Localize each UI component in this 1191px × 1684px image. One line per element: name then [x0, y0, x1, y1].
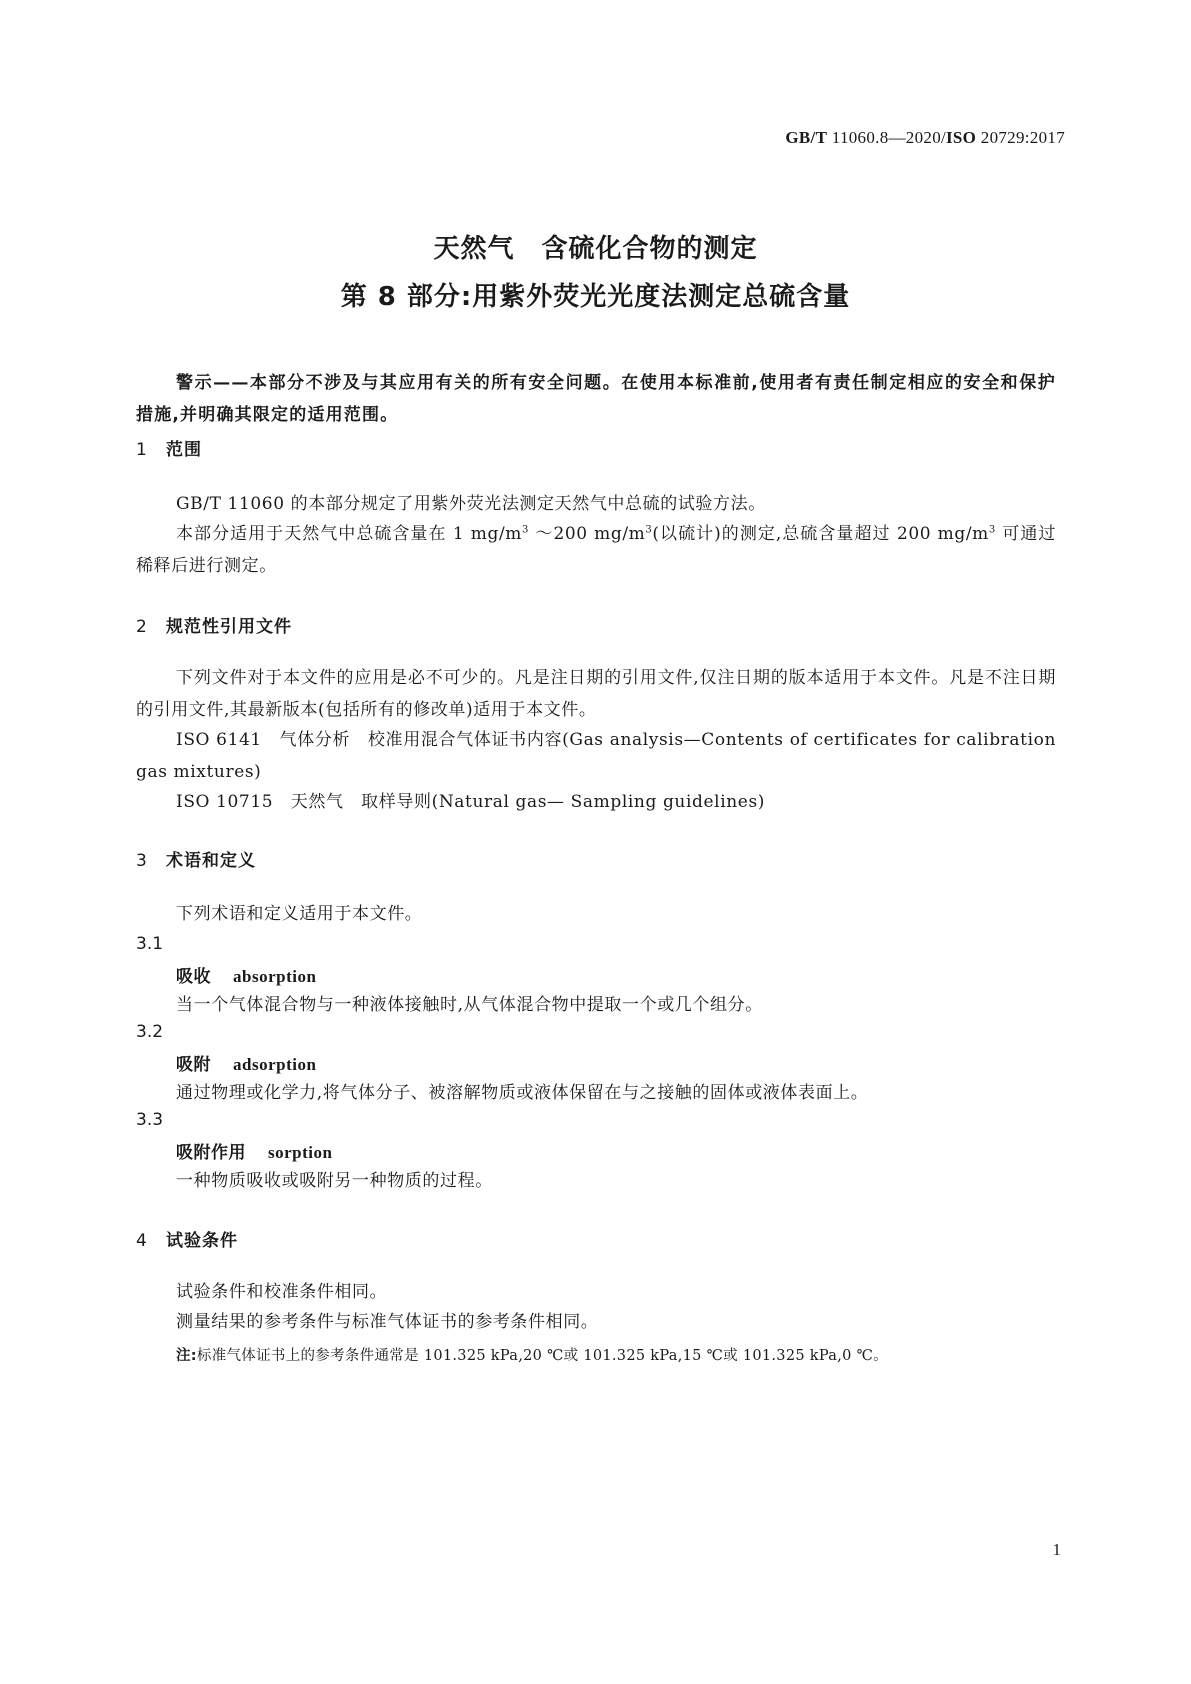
page-number: 1: [1052, 1540, 1061, 1559]
section-2-heading: [136, 612, 292, 637]
term-heading: [176, 1138, 332, 1163]
section-3-heading: [136, 846, 256, 871]
note-text: 标准气体证书上的参考条件通常是 101.325 kPa,20 ℃或 101.325 kPa,15 ℃或 101.325 kPa,0 ℃。: [196, 1348, 888, 1364]
section-2-paragraph-1: 下列文件对于本文件的应用是必不可少的。凡是注日期的引用文件,仅注日期的版本适用于本文件。凡是不注日期的引用文件,其最新版本(包括所有的修改单)适用于本文件。: [136, 668, 1056, 720]
section-3-intro: 下列术语和定义适用于本文件。: [176, 904, 423, 924]
section-title: 规范性引用文件: [166, 617, 292, 637]
section-1-paragraph-2: [136, 518, 1056, 582]
title-line-1: 天然气 含硫化合物的测定: [433, 234, 758, 264]
doc-prefix: GB/T: [785, 128, 828, 147]
doc-code: 11060.8—2020/: [827, 128, 947, 147]
term-heading: [176, 962, 316, 987]
text-run: 可通过稀释后进行测定。: [136, 524, 1056, 576]
section-number: 4: [136, 1231, 148, 1251]
term-number: 3.3: [136, 1110, 164, 1130]
section-4-paragraph-1: 试验条件和校准条件相同。: [176, 1282, 388, 1302]
term-zh: 吸收: [176, 967, 211, 987]
section-1-heading: [136, 435, 202, 460]
text-run: 本部分适用于天然气中总硫含量在 1 mg/m: [176, 524, 523, 544]
document-code: [785, 128, 1065, 148]
note: [176, 1344, 888, 1365]
section-4-paragraph-2: 测量结果的参考条件与标准气体证书的参考条件相同。: [176, 1312, 599, 1332]
term-definition: 通过物理或化学力,将气体分子、被溶解物质或液体保留在与之接触的固体或液体表面上。: [176, 1083, 869, 1103]
section-number: 2: [136, 617, 148, 637]
term-number: 3.2: [136, 1022, 164, 1042]
text-run: ～200 mg/m: [529, 524, 646, 544]
term-heading: [176, 1050, 316, 1075]
section-number: 3: [136, 851, 148, 871]
section-4-heading: [136, 1226, 238, 1251]
section-title: 试验条件: [166, 1231, 238, 1251]
section-number: 1: [136, 440, 148, 460]
term-en: adsorption: [233, 1055, 317, 1074]
section-title: 术语和定义: [166, 851, 256, 871]
term-number: 3.1: [136, 934, 164, 954]
term-en: absorption: [233, 967, 317, 986]
term-zh: 吸附作用: [176, 1143, 246, 1163]
term-definition: 当一个气体混合物与一种液体接触时,从气体混合物中提取一个或几个组分。: [176, 995, 763, 1015]
superscript: 3: [988, 524, 996, 536]
text-run: (以硫计)的测定,总硫含量超过 200 mg/m: [652, 524, 989, 544]
term-zh: 吸附: [176, 1055, 211, 1075]
superscript: 3: [645, 524, 653, 536]
section-1-paragraph-1: GB/T 11060 的本部分规定了用紫外荧光法测定天然气中总硫的试验方法。: [176, 494, 766, 514]
superscript: 3: [522, 524, 529, 536]
iso-code: 20729:2017: [976, 128, 1065, 147]
iso-prefix: ISO: [946, 128, 977, 147]
reference-iso-6141: ISO 6141 气体分析 校准用混合气体证书内容(Gas analysis—Contents of certificates for calibration gas mixtures): [136, 730, 1056, 782]
section-title: 范围: [166, 440, 202, 460]
reference-iso-10715: ISO 10715 天然气 取样导则(Natural gas— Sampling guidelines): [176, 792, 765, 812]
note-label: 注:: [176, 1348, 197, 1364]
title-line-2: 第 8 部分:用紫外荧光光度法测定总硫含量: [340, 282, 851, 312]
term-en: sorption: [268, 1143, 333, 1162]
term-definition: 一种物质吸收或吸附另一种物质的过程。: [176, 1171, 493, 1191]
warning-paragraph: 警示——本部分不涉及与其应用有关的所有安全问题。在使用本标准前,使用者有责任制定相应的安全和保护措施,并明确其限定的适用范围。: [136, 373, 1056, 425]
